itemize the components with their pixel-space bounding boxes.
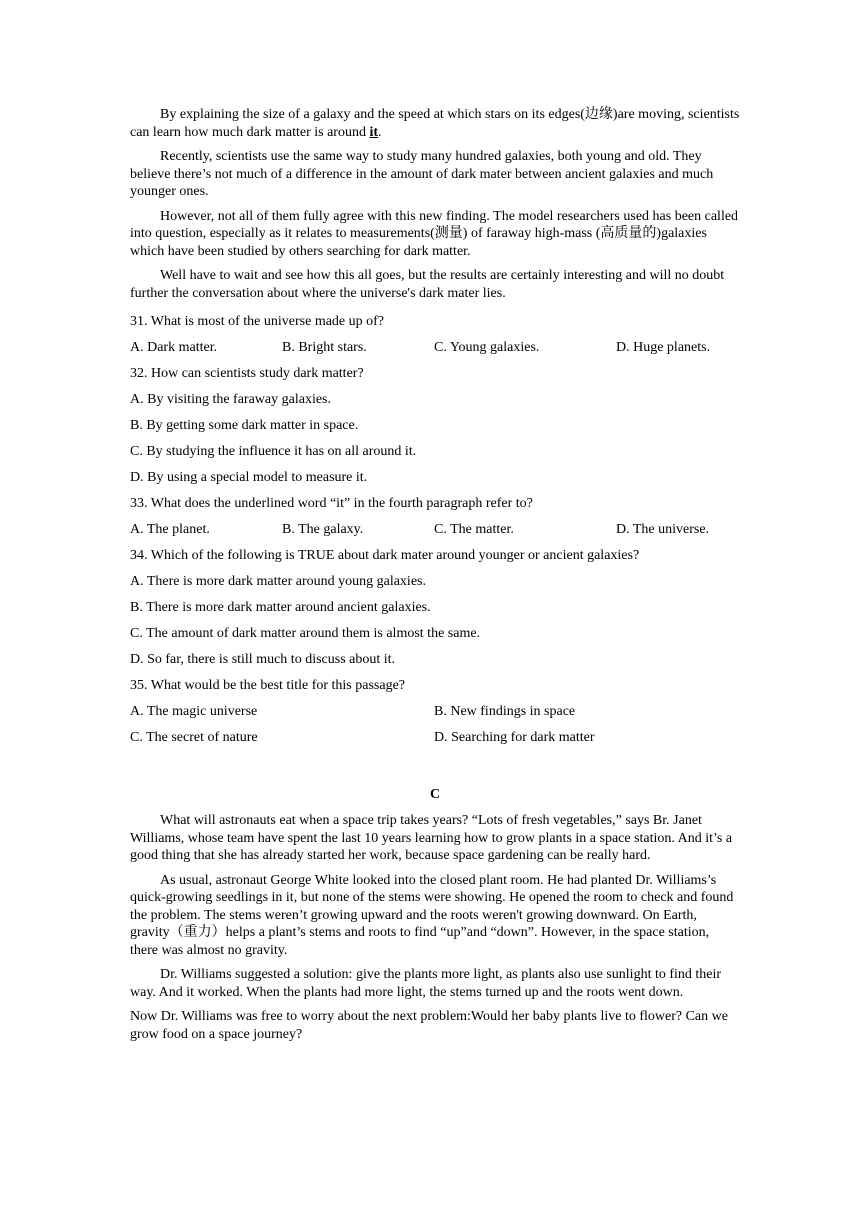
paragraph-text: By explaining the size of a galaxy and the speed at which stars on its edges(边缘)are moving, scientists can learn how much dark matter is around xyxy=(130,107,740,140)
option-b: B. There is more dark matter around ancient galaxies. xyxy=(130,600,431,615)
option-b: B. New findings in space xyxy=(434,704,576,719)
question-31 xyxy=(130,309,740,361)
option-c: C. The secret of nature xyxy=(130,730,258,745)
paragraph-text-end: . xyxy=(378,124,382,140)
option-c: C. Young galaxies. xyxy=(434,340,540,355)
underlined-word: it xyxy=(369,124,379,140)
option-d: D. So far, there is still much to discuss about it. xyxy=(130,652,396,667)
passage-c-paragraph-2: As usual, astronaut George White looked into the closed plant room. He had planted Dr. Williams’s quick-growing seedlings in it, but none of the stems were showing. He opened the room to check and found the problem. The stems weren’t growing upward and the roots weren't growing downward. On Earth, gravity（重力）helps a plant’s stems and roots to find “up”and “down”. However, in the space station, there was almost no gravity. xyxy=(130,872,734,958)
question-options xyxy=(130,517,740,543)
question-stem: 34. Which of the following is TRUE about dark mater around younger or ancient galaxies? xyxy=(130,548,640,563)
option-b: B. Bright stars. xyxy=(282,340,367,355)
question-stem: 32. How can scientists study dark matter? xyxy=(130,366,364,381)
passage-b-paragraph-1 xyxy=(130,106,740,141)
option-a: A. There is more dark matter around young galaxies. xyxy=(130,574,426,589)
question-stem: 31. What is most of the universe made up of? xyxy=(130,314,385,329)
passage-b-paragraph-4: Well have to wait and see how this all goes, but the results are certainly interesting and will no doubt further the conversation about where the universe's dark mater lies. xyxy=(130,268,725,301)
option-d: D. The universe. xyxy=(616,522,710,537)
passage-b-paragraph-2: Recently, scientists use the same way to study many hundred galaxies, both young and old. They believe there’s not much of a difference in the amount of dark mater between ancient galaxies and much younger ones. xyxy=(130,149,714,199)
option-b: B. By getting some dark matter in space. xyxy=(130,418,359,433)
question-32 xyxy=(130,361,740,491)
option-d: D. Searching for dark matter xyxy=(434,730,595,745)
option-d: D. By using a special model to measure it. xyxy=(130,470,368,485)
question-options xyxy=(130,335,740,361)
option-a: A. Dark matter. xyxy=(130,340,218,355)
option-d: D. Huge planets. xyxy=(616,340,711,355)
option-a: A. The magic universe xyxy=(130,704,258,719)
section-title-c: C xyxy=(429,787,441,802)
passage-c-paragraph-3: Dr. Williams suggested a solution: give the plants more light, as plants also use sunlight to find their way. And it worked. When the plants had more light, the stems turned up and the roots went down. xyxy=(130,967,722,1000)
question-options-row-1 xyxy=(130,699,740,725)
option-b: B. The galaxy. xyxy=(282,522,364,537)
document-page xyxy=(130,106,740,1050)
option-a: A. The planet. xyxy=(130,522,210,537)
question-stem: 35. What would be the best title for this passage? xyxy=(130,678,406,693)
question-options-row-2 xyxy=(130,725,740,751)
passage-c-paragraph-4: Now Dr. Williams was free to worry about the next problem:Would her baby plants live to flower? Can we grow food on a space journey? xyxy=(130,1009,728,1042)
passage-c-paragraph-1: What will astronauts eat when a space trip takes years? “Lots of fresh vegetables,” says Br. Janet Williams, whose team have spent the last 10 years learning how to grow plants in a space station. And it’s a good thing that she has already started her work, because space gardening can be really hard. xyxy=(130,813,733,863)
option-c: C. By studying the influence it has on all around it. xyxy=(130,444,417,459)
option-a: A. By visiting the faraway galaxies. xyxy=(130,392,332,407)
question-35 xyxy=(130,673,740,751)
question-stem: 33. What does the underlined word “it” in the fourth paragraph refer to? xyxy=(130,496,533,511)
option-c: C. The matter. xyxy=(434,522,514,537)
passage-b-paragraph-3: However, not all of them fully agree with this new finding. The model researchers used has been called into question, especially as it relates to measurements(测量) of faraway high-mass (高质量的)galaxies which have been studied by others searching for dark matter. xyxy=(130,208,739,259)
option-c: C. The amount of dark matter around them is almost the same. xyxy=(130,626,481,641)
question-33 xyxy=(130,491,740,543)
question-34 xyxy=(130,543,740,673)
